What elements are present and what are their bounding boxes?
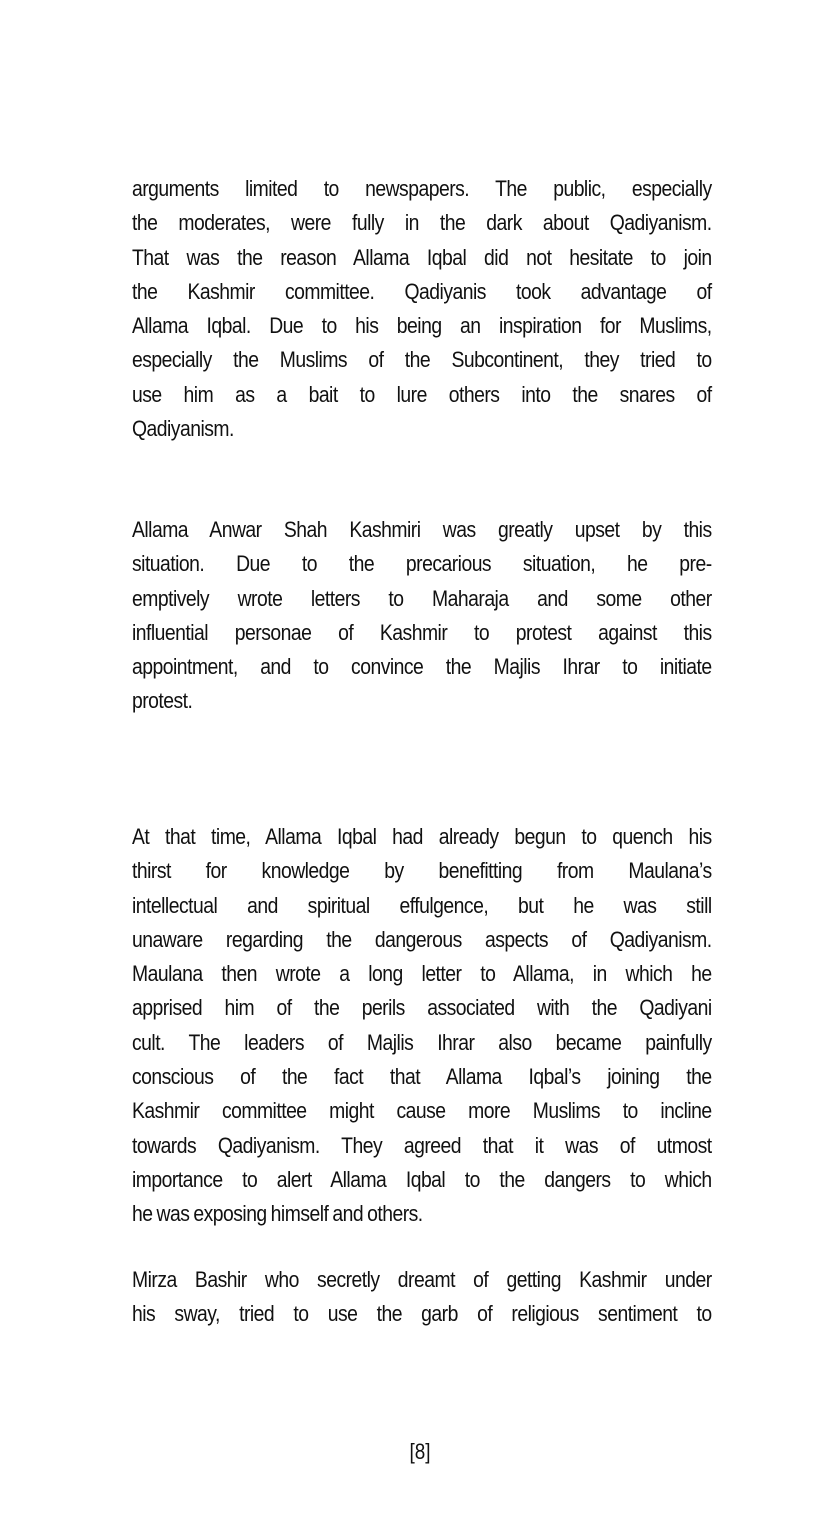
paragraph-1 <box>132 172 712 446</box>
text-line: Mirza Bashir who secretly dreamt of getting Kashmir under <box>132 1267 712 1292</box>
paragraph-2 <box>132 513 712 719</box>
text-line: Maulana then wrote a long letter to Allama, in which he <box>132 961 712 987</box>
text-line: the moderates, were fully in the dark about Qadiyanism. <box>132 210 712 236</box>
text-line: situation. Due to the precarious situation, he pre- <box>132 551 712 577</box>
text-line: his sway, tried to use the garb of religious sentiment to <box>132 1301 712 1327</box>
text-line: importance to alert Allama Iqbal to the dangers to which <box>132 1166 712 1192</box>
text-line: Allama Iqbal. Due to his being an inspiration for Muslims, <box>132 313 712 339</box>
text-line: Qadiyanism. <box>132 416 234 442</box>
text-line: emptively wrote letters to Maharaja and some other <box>132 585 712 611</box>
text-line: protest. <box>132 688 193 714</box>
text-line: the Kashmir committee. Qadiyanis took advantage of <box>132 278 712 304</box>
paragraph-3 <box>132 820 712 1232</box>
paragraph-4 <box>132 1263 712 1332</box>
text-line: At that time, Allama Iqbal had already begun to quench his <box>132 824 712 849</box>
text-line: he was exposing himself and others. <box>132 1201 423 1227</box>
text-line: Kashmir committee might cause more Muslims to incline <box>132 1098 712 1124</box>
text-line: arguments limited to newspapers. The public, especially <box>132 176 712 201</box>
text-line: cult. The leaders of Majlis Ihrar also became painfully <box>132 1029 712 1055</box>
text-line: thirst for knowledge by benefitting from Maulana’s <box>132 858 712 884</box>
page-number: [8] <box>409 1439 431 1464</box>
text-line: conscious of the fact that Allama Iqbal’s joining the <box>132 1064 712 1090</box>
text-line: appointment, and to convince the Majlis Ihrar to initiate <box>132 654 712 680</box>
text-line: influential personae of Kashmir to protest against this <box>132 619 712 645</box>
text-line: apprised him of the perils associated with the Qadiyani <box>132 995 712 1021</box>
text-line: especially the Muslims of the Subcontinent, they tried to <box>132 347 712 373</box>
text-line: intellectual and spiritual effulgence, but he was still <box>132 892 712 918</box>
text-line: towards Qadiyanism. They agreed that it was of utmost <box>132 1132 712 1158</box>
text-line: use him as a bait to lure others into the snares of <box>132 381 712 407</box>
text-line: Allama Anwar Shah Kashmiri was greatly upset by this <box>132 517 712 542</box>
text-line: That was the reason Allama Iqbal did not hesitate to join <box>132 244 712 270</box>
text-line: unaware regarding the dangerous aspects of Qadiyanism. <box>132 926 712 952</box>
